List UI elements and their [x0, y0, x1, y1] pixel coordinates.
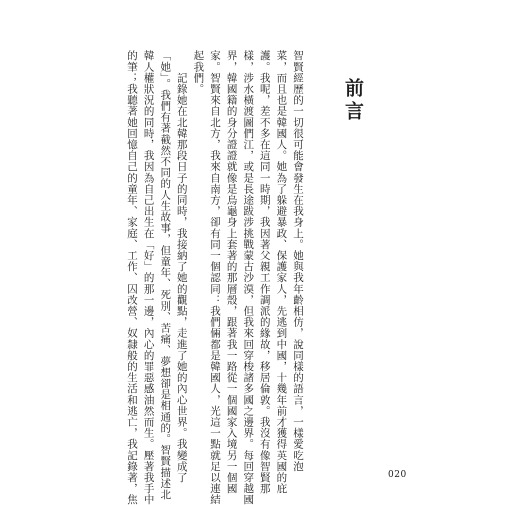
text-column: 起我們。 [192, 50, 205, 95]
page-number: 020 [388, 470, 407, 480]
text-column: 「她」。我們有著截然不同的人生故事，但童年、死別、苦痛、夢想卻是相通的。智賢描述北 [159, 50, 172, 500]
text-column: 記錄她在北韓那段日子的同時，我接納了她的觀點，走進了她的內心世界。我變成了 [175, 50, 188, 483]
text-column: 智賢經歷的一切很可能會發生在我身上。她與我年齡相仿，說同樣的語言，一樣愛吃泡 [292, 50, 304, 472]
text-column: 韓人權狀況的同時，我因為自己出生在「好」的那一邊，內心的罪惡感油然而生。壓著我手中 [142, 50, 155, 505]
chapter-title: 前言 [342, 78, 364, 124]
text-column: 樣，涉水橫渡圖們江，或是長途跋涉挑戰蒙古沙漠，但我來回穿梭諸多國之邊界。每回穿越國 [242, 50, 255, 505]
text-column: 家。智賢來自北方，我來自南方，卻有同一個認同：我們倆都是韓國人，光這一點就足以連結 [209, 50, 221, 505]
text-column: 界，韓國籍的身分證證就像是烏龜身上套著的那層殼，跟著我一路從一個國家入境另一個國 [225, 50, 238, 494]
text-column: 菜，而且也是韓國人。她為了躲避暴政、保護家人，先逃到中國，十幾年前才獲得英國的庇 [275, 50, 288, 494]
text-column: 的筆；我聽著她回憶自己的童年、家庭、工作、囚改營、奴隸般的生活和逃亡，我記錄著，焦 [126, 50, 138, 505]
text-column: 護。我呢，差不多在這同一時期，我因著父親工作調派的緣故，移居倫敦。我沒有像智賢那 [258, 50, 271, 494]
